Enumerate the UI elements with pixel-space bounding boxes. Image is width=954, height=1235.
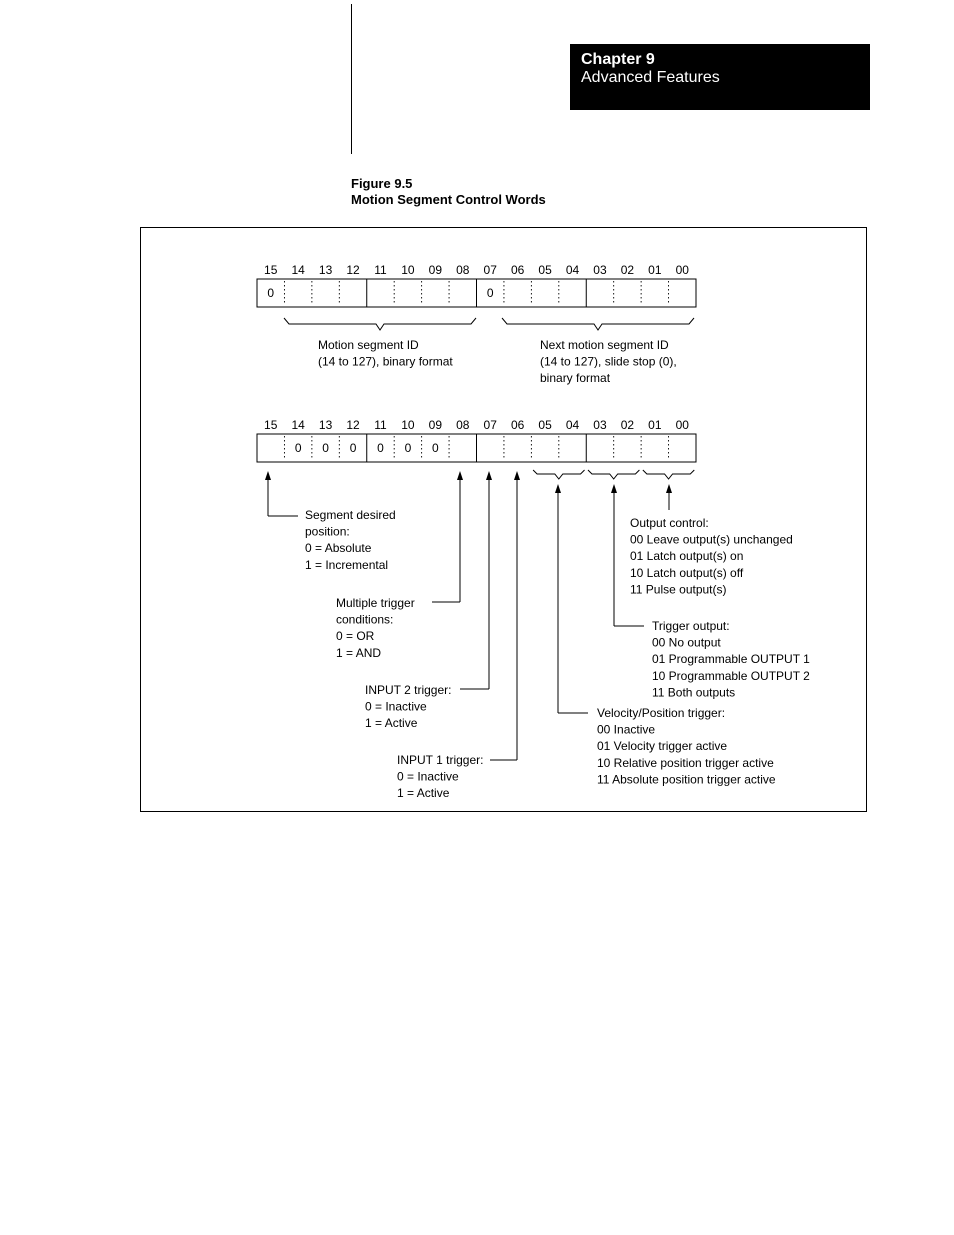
word2-bit-label-07: 07 — [483, 418, 497, 432]
trigger-output-desc-line-4: 11 Both outputs — [652, 685, 736, 700]
figure-title: Motion Segment Control Words — [351, 192, 546, 207]
word1-bit-label-08: 08 — [456, 263, 470, 277]
multiple-trigger-desc-line-3: 1 = AND — [336, 645, 382, 660]
trigger-output-brace — [588, 470, 639, 479]
word1-bit-label-09: 09 — [428, 263, 443, 277]
word2-bit-label-15: 15 — [264, 418, 278, 432]
output-control-brace — [643, 470, 694, 479]
motion-segment-id-brace — [284, 318, 476, 330]
word1-bit-label-11: 11 — [374, 263, 387, 277]
segment-desired-position-desc-line-3: 1 = Incremental — [305, 557, 389, 572]
segment-desired-position-desc-line-1: position: — [305, 524, 350, 539]
figure-number: Figure 9.5 — [351, 176, 413, 191]
word1-bit-label-14: 14 — [291, 263, 305, 277]
word2-bit-label-02: 02 — [620, 418, 635, 432]
output-control-desc-line-0: Output control: — [630, 516, 709, 530]
velocity-position-desc-line-1: 00 Inactive — [597, 722, 656, 737]
word1-bit-label-01: 01 — [648, 263, 662, 277]
word1-bit-label-05: 05 — [538, 263, 552, 277]
multiple-trigger-desc-line-1: conditions: — [336, 612, 394, 627]
word1-bit-label-04: 04 — [565, 263, 580, 277]
word2-bit-value-10: 0 — [404, 441, 412, 455]
word1-bit-label-15: 15 — [264, 263, 278, 277]
word1-bit-label-03: 03 — [593, 263, 607, 277]
motion-segment-id-desc-line-1: (14 to 127), binary format — [318, 354, 453, 369]
segment-desired-position-desc-line-2: 0 = Absolute — [305, 541, 372, 556]
chapter-title: Advanced Features — [581, 69, 720, 86]
word2-bit-label-14: 14 — [291, 418, 305, 432]
word2-bit-value-09: 0 — [432, 441, 439, 455]
word2-bit-value-11: 0 — [377, 441, 384, 455]
output-control-arrow — [666, 484, 672, 493]
next-motion-segment-id-brace — [502, 318, 694, 330]
word2-bit-label-05: 05 — [538, 418, 552, 432]
trigger-output-desc-line-1: 00 No output — [652, 635, 721, 650]
word1-bit-label-00: 00 — [675, 263, 689, 277]
chapter-number: Chapter 9 — [581, 51, 655, 68]
word2-bit-label-13: 13 — [318, 418, 333, 432]
input2-trigger-desc-line-2: 1 = Active — [365, 716, 418, 731]
word1-bit-label-13: 13 — [318, 263, 333, 277]
velocity-position-desc-line-3: 10 Relative position trigger active — [597, 755, 774, 770]
word2-bit-label-00: 00 — [675, 418, 689, 432]
word2-bit-label-01: 01 — [648, 418, 662, 432]
word1-bit-label-06: 06 — [510, 263, 525, 277]
multiple-trigger-desc-line-0: Multiple trigger — [336, 596, 415, 610]
multiple-trigger-desc-line-2: 0 = OR — [336, 629, 375, 644]
velocity-position-brace — [533, 470, 584, 479]
word2-bit-value-14: 0 — [294, 441, 302, 455]
word2-bit-label-12: 12 — [346, 418, 360, 432]
word1-bit-label-07: 07 — [483, 263, 497, 277]
next-motion-segment-id-desc-line-1: (14 to 127), slide stop (0), — [540, 354, 677, 369]
word2-bit-value-13: 0 — [322, 441, 329, 455]
velocity-position-arrow — [555, 484, 561, 493]
segment-desired-position-desc-line-0: Segment desired — [305, 508, 396, 522]
word2-bit-label-08: 08 — [456, 418, 470, 432]
word2-bit-label-06: 06 — [510, 418, 525, 432]
word2-bit-label-11: 11 — [374, 418, 387, 432]
velocity-position-desc-line-4: 11 Absolute position trigger active — [597, 772, 776, 787]
output-control-desc-line-2: 01 Latch output(s) on — [630, 549, 744, 564]
motion-segment-id-desc-line-0: Motion segment ID — [318, 338, 419, 352]
multiple-trigger-arrow — [457, 471, 463, 480]
next-motion-segment-id-desc-line-0: Next motion segment ID — [540, 338, 669, 352]
trigger-output-desc-line-3: 10 Programmable OUTPUT 2 — [652, 668, 810, 683]
input2-trigger-desc-line-1: 0 = Inactive — [365, 699, 427, 714]
word1-bit-value-15: 0 — [267, 286, 275, 300]
next-motion-segment-id-desc-line-2: binary format — [540, 371, 611, 386]
input2-arrow — [486, 471, 492, 480]
trigger-output-desc-line-2: 01 Programmable OUTPUT 1 — [652, 652, 810, 667]
segment-position-arrow — [265, 471, 271, 480]
input1-trigger-desc-line-2: 1 = Active — [397, 786, 450, 801]
word2-bit-label-10: 10 — [401, 418, 415, 432]
word1-bit-value-07: 0 — [486, 286, 494, 300]
input1-trigger-desc-line-0: INPUT 1 trigger: — [397, 753, 484, 767]
word1-bit-label-12: 12 — [346, 263, 360, 277]
word2-bit-label-09: 09 — [428, 418, 443, 432]
input1-arrow — [514, 471, 520, 480]
word1-bit-label-02: 02 — [620, 263, 635, 277]
word2-bit-label-03: 03 — [593, 418, 607, 432]
word2-bit-label-04: 04 — [565, 418, 580, 432]
output-control-desc-line-3: 10 Latch output(s) off — [630, 565, 744, 580]
input1-trigger-desc-line-1: 0 = Inactive — [397, 769, 459, 784]
trigger-output-arrow — [611, 484, 617, 493]
trigger-output-desc-line-0: Trigger output: — [652, 619, 730, 633]
word1-bit-label-10: 10 — [401, 263, 415, 277]
velocity-position-desc-line-2: 01 Velocity trigger active — [597, 739, 728, 754]
output-control-desc-line-4: 11 Pulse output(s) — [630, 582, 727, 597]
input2-trigger-desc-line-0: INPUT 2 trigger: — [365, 683, 452, 697]
velocity-position-desc-line-0: Velocity/Position trigger: — [597, 706, 726, 720]
word2-bit-value-12: 0 — [349, 441, 357, 455]
output-control-desc-line-1: 00 Leave output(s) unchanged — [630, 532, 793, 547]
